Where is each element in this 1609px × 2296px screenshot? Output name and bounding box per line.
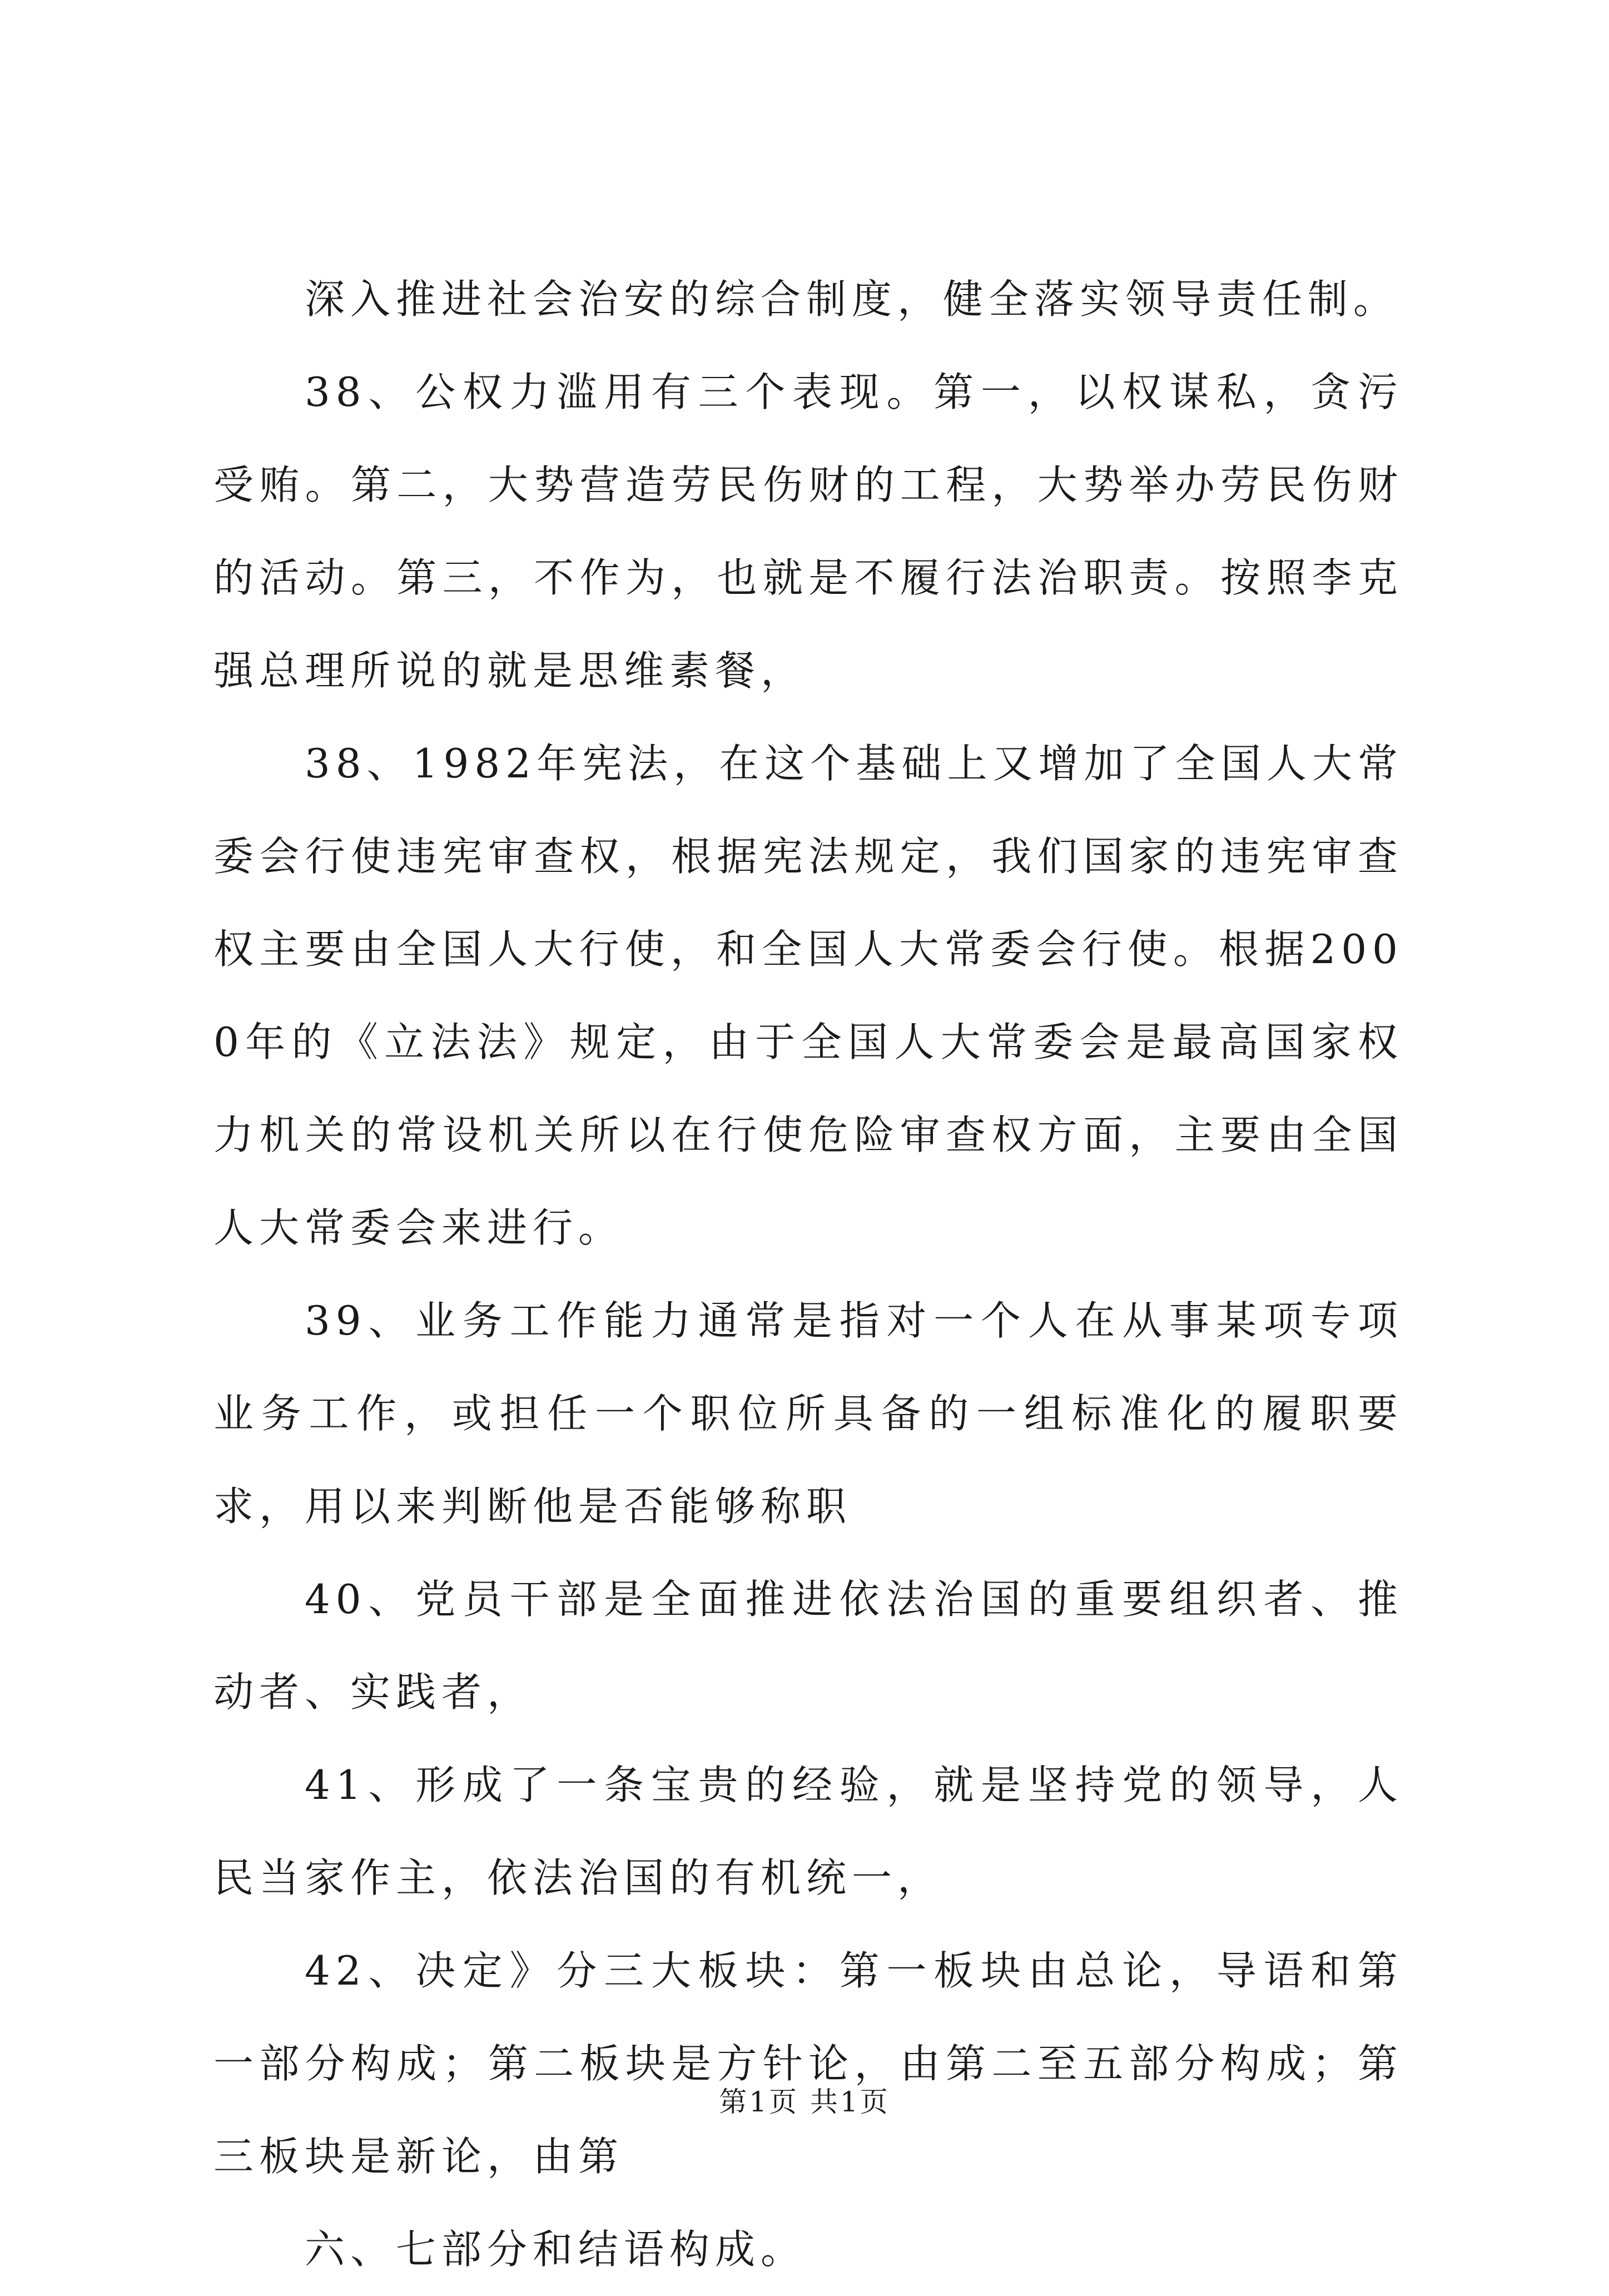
- paragraph: 39、业务工作能力通常是指对一个人在从事某项专项业务工作，或担任一个职位所具备的一组标准化的履职要求，用以来判断他是否能够称职: [213, 1297, 1403, 1530]
- paragraph: 38、1982年宪法，在这个基础上又增加了全国人大常委会行使违宪审查权，根据宪法规定，我们国家的违宪审查权主要由全国人大行使，和全国人大常委会行使。根据2000年的《立法法》规定，由于全国人大常委会是最高国家权力机关的常设机关所以在行使危险审查权方面，主要由全国人大常委会来进行。: [213, 740, 1403, 1251]
- paragraph: 42、决定》分三大板块：第一板块由总论，导语和第一部分构成；第二板块是方针论，由第二至五部分构成；第三板块是新论，由第: [213, 1947, 1403, 2180]
- page-footer: 第1页 共1页: [719, 2086, 890, 2118]
- paragraph: 六、七部分和结语构成。: [305, 2226, 807, 2273]
- paragraph: 40、党员干部是全面推进依法治国的重要组织者、推动者、实践者，: [213, 1576, 1403, 1715]
- document-body: [213, 253, 1403, 2296]
- paragraph: 38、公权力滥用有三个表现。第一，以权谋私，贪污受贿。第二，大势营造劳民伤财的工程，大势举办劳民伤财的活动。第三，不作为，也就是不履行法治职责。按照李克强总理所说的就是思维素餐，: [213, 369, 1403, 694]
- paragraph: 深入推进社会治安的综合制度，健全落实领导责任制。: [305, 276, 1399, 323]
- paragraph: 41、形成了一条宝贵的经验，就是坚持党的领导，人民当家作主，依法治国的有机统一，: [213, 1762, 1403, 1901]
